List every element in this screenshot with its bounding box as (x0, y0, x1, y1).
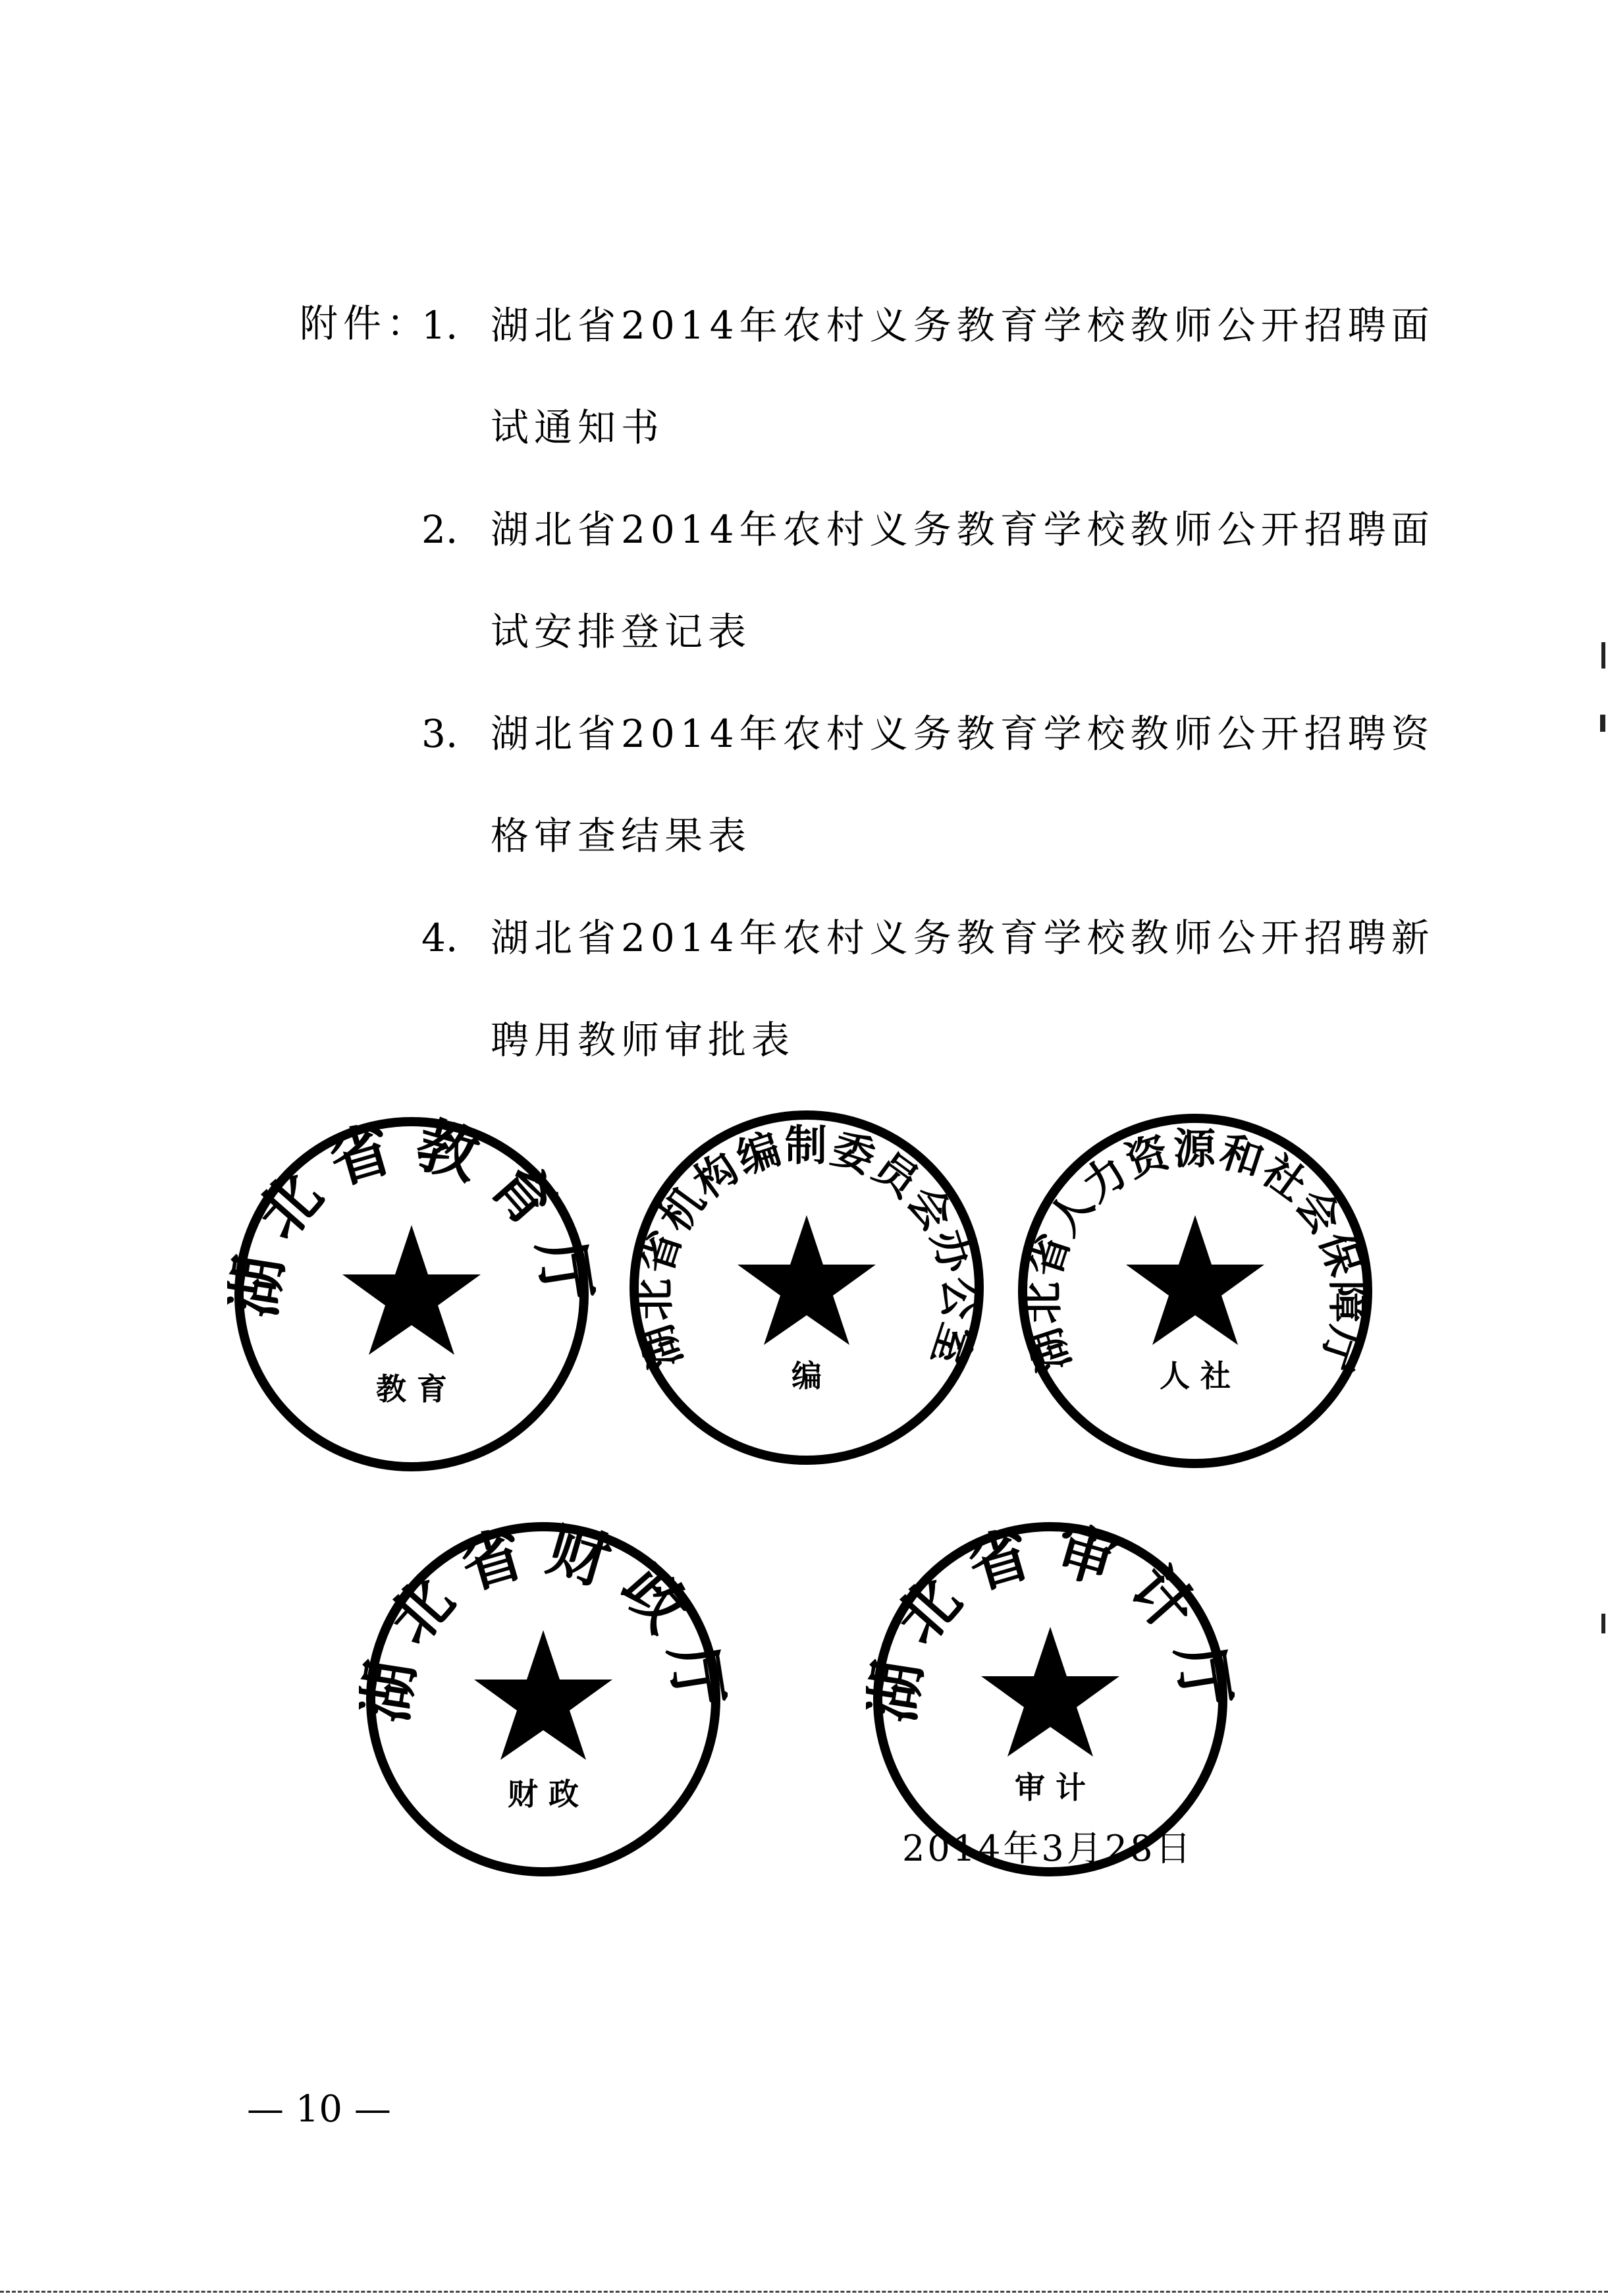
star-icon (981, 1627, 1119, 1757)
attachment-2-line2: 试安排登记表 (491, 609, 752, 654)
seal-staffing-office (622, 1103, 991, 1472)
attachment-4-number: 4. (421, 916, 458, 960)
attachment-1-line2: 试通知书 (491, 405, 665, 450)
seal-human-resources (1011, 1107, 1380, 1475)
attachment-1-line1: 湖北省2014年农村义务教育学校教师公开招聘面 (491, 303, 1435, 348)
seal-finance-ring: 北省财政 (374, 1515, 712, 1657)
seal-finance-code: 财 政 (507, 1776, 579, 1812)
seal-audit-code: 审 计 (1014, 1770, 1086, 1805)
star-icon (1126, 1215, 1264, 1345)
seal-education (227, 1110, 596, 1479)
star-icon (474, 1630, 612, 1760)
attachment-4-line1: 湖北省2014年农村义务教育学校教师公开招聘新 (491, 916, 1435, 960)
scan-artifact (1601, 1614, 1605, 1633)
seal-staffing-office-ring: 湖北省机构编制委员会办公室 (630, 1122, 984, 1375)
seal-staffing-office-code: 编 (791, 1358, 822, 1394)
attachment-1-number: 1. (421, 303, 458, 348)
page-edge-line (0, 2291, 1608, 2293)
scan-artifact (1601, 642, 1605, 669)
seal-education-code: 教 育 (375, 1371, 448, 1407)
attachments-heading: 附件： (300, 301, 431, 346)
attachment-3-number: 3. (421, 711, 458, 756)
seal-audit-ring: 北省审计 (881, 1515, 1219, 1657)
seal-human-resources-code: 人 社 (1159, 1358, 1231, 1394)
attachment-2-number: 2. (421, 507, 458, 552)
seal-human-resources-ring: 湖北省人力资源和社会保障厅 (1018, 1125, 1372, 1378)
page-number: — 10 — (247, 2088, 391, 2131)
signature-date: 2014年3月28日 (902, 1828, 1194, 1869)
star-icon (737, 1215, 876, 1345)
scan-artifact (1600, 715, 1605, 732)
seal-finance (359, 1515, 728, 1884)
attachment-4-line2: 聘用教师审批表 (491, 1018, 795, 1062)
attachment-3-line2: 格审查结果表 (491, 813, 752, 858)
star-icon (342, 1225, 481, 1355)
attachment-3-line1: 湖北省2014年农村义务教育学校教师公开招聘资 (491, 711, 1435, 756)
attachment-2-line1: 湖北省2014年农村义务教育学校教师公开招聘面 (491, 507, 1435, 552)
seal-education-ring: 北省教育 (242, 1110, 581, 1252)
